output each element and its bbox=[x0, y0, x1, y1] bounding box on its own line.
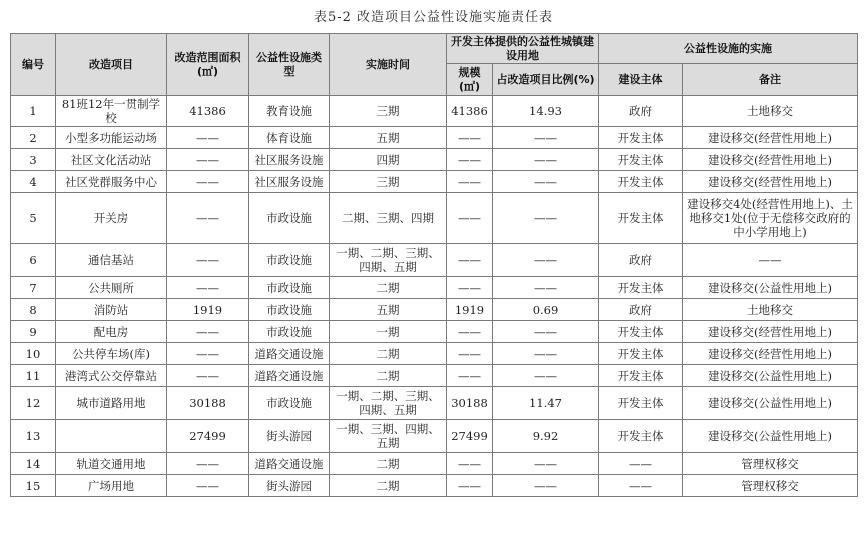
table-row bbox=[11, 343, 858, 365]
cell-scale: —— bbox=[447, 193, 493, 244]
cell-builder: —— bbox=[599, 453, 683, 475]
cell-type: 市政设施 bbox=[249, 193, 330, 244]
cell-type: 市政设施 bbox=[249, 244, 330, 277]
cell-type: 街头游园 bbox=[249, 420, 330, 453]
cell-builder: 开发主体 bbox=[599, 149, 683, 171]
cell-project: 公共停车场(库) bbox=[56, 343, 167, 365]
table-row bbox=[11, 244, 858, 277]
table-row bbox=[11, 96, 858, 127]
cell-no: 1 bbox=[11, 96, 56, 127]
responsibility-table bbox=[10, 33, 858, 497]
cell-builder: 开发主体 bbox=[599, 387, 683, 420]
cell-area: —— bbox=[167, 244, 249, 277]
header-no: 编号 bbox=[11, 34, 56, 96]
cell-note: 建设移交(经营性用地上) bbox=[683, 127, 858, 149]
cell-note: 建设移交(经营性用地上) bbox=[683, 149, 858, 171]
table-row bbox=[11, 453, 858, 475]
cell-type: 道路交通设施 bbox=[249, 343, 330, 365]
cell-scale: —— bbox=[447, 343, 493, 365]
cell-project: 消防站 bbox=[56, 299, 167, 321]
cell-time: 二期 bbox=[330, 343, 447, 365]
cell-note: 建设移交(经营性用地上) bbox=[683, 321, 858, 343]
cell-type: 市政设施 bbox=[249, 277, 330, 299]
cell-area: —— bbox=[167, 365, 249, 387]
table-row bbox=[11, 193, 858, 244]
cell-area: 30188 bbox=[167, 387, 249, 420]
header-time: 实施时间 bbox=[330, 34, 447, 96]
cell-ratio: —— bbox=[493, 453, 599, 475]
cell-area: —— bbox=[167, 343, 249, 365]
cell-no: 10 bbox=[11, 343, 56, 365]
cell-area: —— bbox=[167, 171, 249, 193]
cell-ratio: 9.92 bbox=[493, 420, 599, 453]
table-row bbox=[11, 299, 858, 321]
cell-note: 土地移交 bbox=[683, 299, 858, 321]
cell-ratio: 11.47 bbox=[493, 387, 599, 420]
cell-project: 开关房 bbox=[56, 193, 167, 244]
cell-project: 通信基站 bbox=[56, 244, 167, 277]
cell-ratio: —— bbox=[493, 343, 599, 365]
cell-project: 城市道路用地 bbox=[56, 387, 167, 420]
cell-project: 社区文化活动站 bbox=[56, 149, 167, 171]
cell-project: 广场用地 bbox=[56, 475, 167, 497]
cell-project: 81班12年一贯制学校 bbox=[56, 96, 167, 127]
header-implementation-group: 公益性设施的实施 bbox=[599, 34, 858, 64]
cell-time: 二期 bbox=[330, 475, 447, 497]
cell-area: —— bbox=[167, 193, 249, 244]
cell-scale: 30188 bbox=[447, 387, 493, 420]
cell-time: 二期、三期、四期 bbox=[330, 193, 447, 244]
table-title: 表5-2 改造项目公益性设施实施责任表 bbox=[313, 10, 554, 25]
cell-ratio: —— bbox=[493, 149, 599, 171]
header-note: 备注 bbox=[683, 64, 858, 96]
cell-type: 体育设施 bbox=[249, 127, 330, 149]
cell-note: 建设移交(经营性用地上) bbox=[683, 343, 858, 365]
cell-scale: —— bbox=[447, 277, 493, 299]
cell-no: 13 bbox=[11, 420, 56, 453]
cell-no: 14 bbox=[11, 453, 56, 475]
cell-time: 五期 bbox=[330, 299, 447, 321]
cell-time: 一期、三期、四期、五期 bbox=[330, 420, 447, 453]
cell-time: 一期 bbox=[330, 321, 447, 343]
cell-builder: 开发主体 bbox=[599, 365, 683, 387]
cell-builder: —— bbox=[599, 475, 683, 497]
cell-scale: —— bbox=[447, 365, 493, 387]
cell-scale: —— bbox=[447, 149, 493, 171]
cell-scale: —— bbox=[447, 244, 493, 277]
cell-ratio: —— bbox=[493, 244, 599, 277]
table-row bbox=[11, 171, 858, 193]
cell-project: 轨道交通用地 bbox=[56, 453, 167, 475]
header-scale: 规模(㎡) bbox=[447, 64, 493, 96]
header-project: 改造项目 bbox=[56, 34, 167, 96]
header-facility-type: 公益性设施类型 bbox=[249, 34, 330, 96]
cell-area: —— bbox=[167, 277, 249, 299]
cell-scale: 41386 bbox=[447, 96, 493, 127]
cell-ratio: —— bbox=[493, 475, 599, 497]
cell-note: 建设移交4处(经营性用地上)、土地移交1处(位于无偿移交政府的中小学用地上) bbox=[683, 193, 858, 244]
cell-note: 建设移交(公益性用地上) bbox=[683, 420, 858, 453]
table-row bbox=[11, 420, 858, 453]
cell-area: —— bbox=[167, 475, 249, 497]
cell-no: 2 bbox=[11, 127, 56, 149]
cell-ratio: —— bbox=[493, 127, 599, 149]
cell-builder: 开发主体 bbox=[599, 171, 683, 193]
cell-type: 市政设施 bbox=[249, 321, 330, 343]
cell-scale: —— bbox=[447, 321, 493, 343]
table-row bbox=[11, 475, 858, 497]
cell-time: 二期 bbox=[330, 453, 447, 475]
cell-note: 建设移交(经营性用地上) bbox=[683, 171, 858, 193]
cell-time: 三期 bbox=[330, 96, 447, 127]
cell-project: 社区党群服务中心 bbox=[56, 171, 167, 193]
cell-area: —— bbox=[167, 321, 249, 343]
cell-project: 公共厕所 bbox=[56, 277, 167, 299]
cell-no: 9 bbox=[11, 321, 56, 343]
cell-no: 4 bbox=[11, 171, 56, 193]
cell-area: —— bbox=[167, 149, 249, 171]
cell-builder: 政府 bbox=[599, 244, 683, 277]
cell-scale: —— bbox=[447, 127, 493, 149]
cell-area: 41386 bbox=[167, 96, 249, 127]
cell-no: 6 bbox=[11, 244, 56, 277]
cell-type: 道路交通设施 bbox=[249, 365, 330, 387]
header-ratio: 占改造项目比例(%) bbox=[493, 64, 599, 96]
cell-ratio: —— bbox=[493, 321, 599, 343]
cell-type: 市政设施 bbox=[249, 299, 330, 321]
cell-note: 建设移交(公益性用地上) bbox=[683, 277, 858, 299]
cell-area: 27499 bbox=[167, 420, 249, 453]
cell-ratio: —— bbox=[493, 193, 599, 244]
cell-builder: 开发主体 bbox=[599, 343, 683, 365]
cell-note: 管理权移交 bbox=[683, 475, 858, 497]
cell-builder: 开发主体 bbox=[599, 277, 683, 299]
cell-scale: —— bbox=[447, 453, 493, 475]
cell-project bbox=[56, 420, 167, 453]
cell-type: 社区服务设施 bbox=[249, 171, 330, 193]
cell-no: 3 bbox=[11, 149, 56, 171]
cell-builder: 政府 bbox=[599, 299, 683, 321]
table-row bbox=[11, 365, 858, 387]
cell-scale: 1919 bbox=[447, 299, 493, 321]
cell-note: 建设移交(公益性用地上) bbox=[683, 387, 858, 420]
cell-no: 12 bbox=[11, 387, 56, 420]
cell-scale: 27499 bbox=[447, 420, 493, 453]
cell-no: 11 bbox=[11, 365, 56, 387]
cell-no: 7 bbox=[11, 277, 56, 299]
cell-time: 三期 bbox=[330, 171, 447, 193]
table-row bbox=[11, 127, 858, 149]
cell-project: 港湾式公交停靠站 bbox=[56, 365, 167, 387]
cell-project: 小型多功能运动场 bbox=[56, 127, 167, 149]
cell-area: —— bbox=[167, 453, 249, 475]
cell-no: 8 bbox=[11, 299, 56, 321]
cell-builder: 开发主体 bbox=[599, 321, 683, 343]
cell-builder: 开发主体 bbox=[599, 193, 683, 244]
cell-scale: —— bbox=[447, 171, 493, 193]
cell-time: 一期、二期、三期、四期、五期 bbox=[330, 387, 447, 420]
cell-area: —— bbox=[167, 127, 249, 149]
cell-type: 社区服务设施 bbox=[249, 149, 330, 171]
cell-ratio: —— bbox=[493, 171, 599, 193]
cell-time: 一期、二期、三期、四期、五期 bbox=[330, 244, 447, 277]
cell-note: —— bbox=[683, 244, 858, 277]
cell-ratio: 14.93 bbox=[493, 96, 599, 127]
cell-type: 市政设施 bbox=[249, 387, 330, 420]
cell-no: 15 bbox=[11, 475, 56, 497]
header-area: 改造范围面积(㎡) bbox=[167, 34, 249, 96]
cell-builder: 开发主体 bbox=[599, 127, 683, 149]
cell-time: 二期 bbox=[330, 277, 447, 299]
cell-ratio: 0.69 bbox=[493, 299, 599, 321]
cell-no: 5 bbox=[11, 193, 56, 244]
table-row bbox=[11, 321, 858, 343]
cell-time: 五期 bbox=[330, 127, 447, 149]
cell-builder: 开发主体 bbox=[599, 420, 683, 453]
header-builder: 建设主体 bbox=[599, 64, 683, 96]
table-row bbox=[11, 149, 858, 171]
cell-note: 管理权移交 bbox=[683, 453, 858, 475]
cell-type: 道路交通设施 bbox=[249, 453, 330, 475]
table-row bbox=[11, 387, 858, 420]
cell-builder: 政府 bbox=[599, 96, 683, 127]
cell-type: 街头游园 bbox=[249, 475, 330, 497]
cell-note: 建设移交(公益性用地上) bbox=[683, 365, 858, 387]
cell-area: 1919 bbox=[167, 299, 249, 321]
cell-time: 二期 bbox=[330, 365, 447, 387]
cell-scale: —— bbox=[447, 475, 493, 497]
cell-project: 配电房 bbox=[56, 321, 167, 343]
cell-ratio: —— bbox=[493, 277, 599, 299]
cell-note: 土地移交 bbox=[683, 96, 858, 127]
header-dev-land-group: 开发主体提供的公益性城镇建设用地 bbox=[447, 34, 599, 64]
cell-type: 教育设施 bbox=[249, 96, 330, 127]
table-row bbox=[11, 277, 858, 299]
cell-ratio: —— bbox=[493, 365, 599, 387]
cell-time: 四期 bbox=[330, 149, 447, 171]
